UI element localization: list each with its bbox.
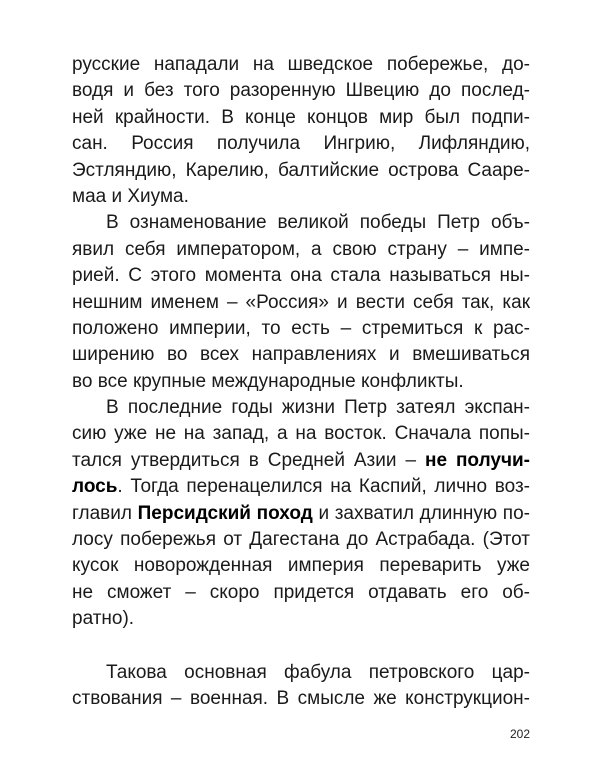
text-line bbox=[72, 501, 530, 527]
text-line: нешним именем – «Россия» и вести себя так, как bbox=[72, 291, 530, 313]
text-run: тался утвердиться в Средней Азии – bbox=[72, 449, 425, 471]
text-line: ширению во всех направлениях и вмешиваться bbox=[72, 344, 530, 366]
page-body bbox=[72, 52, 530, 712]
page-number: 202 bbox=[509, 727, 530, 741]
text-line: сию уже не на запад, а на восток. Сначала попы- bbox=[72, 423, 530, 445]
text-line: кусок новорожденная империя переварить уже bbox=[72, 555, 530, 577]
text-line bbox=[72, 448, 530, 474]
paragraph-gap bbox=[72, 633, 530, 660]
text-line: Такова основная фабула петровского цар- bbox=[106, 661, 530, 683]
paragraph-3 bbox=[72, 395, 530, 633]
text-line bbox=[72, 474, 530, 500]
text-run: и захватил длинную по- bbox=[312, 502, 530, 524]
text-line: ратно). bbox=[72, 608, 135, 630]
text-line: В ознаменование великой победы Петр объ- bbox=[106, 212, 530, 234]
text-line: положено империи, то есть – стремиться к рас- bbox=[72, 317, 530, 339]
text-line: сан. Россия получила Ингрию, Лифляндию, bbox=[72, 133, 530, 155]
text-line: В последние годы жизни Петр затеял экспан- bbox=[106, 397, 530, 419]
text-line: во все крупные международные конфликты. bbox=[72, 370, 464, 392]
text-line: ней крайности. В конце концов мир был подпи- bbox=[72, 106, 530, 128]
bold-phrase: не получи- bbox=[424, 449, 530, 471]
paragraph-2 bbox=[72, 210, 530, 395]
text-line: водя и без того разоренную Швецию до послед- bbox=[72, 80, 530, 102]
text-line: не сможет – скоро придется отдавать его об- bbox=[72, 581, 530, 603]
text-run: главил bbox=[72, 502, 138, 524]
paragraph-4 bbox=[72, 660, 530, 713]
text-line: лосу побережья от Дагестана до Астрабада. (Этот bbox=[72, 529, 530, 551]
text-line: Эстляндию, Карелию, балтийские острова Сааре- bbox=[72, 159, 530, 181]
text-line: явил себя императором, а свою страну – импе- bbox=[72, 238, 530, 260]
text-line: ствования – военная. В смысле же конструкцион- bbox=[72, 687, 530, 709]
paragraph-1 bbox=[72, 52, 530, 210]
bold-phrase: Персидский поход bbox=[137, 502, 313, 524]
text-line: маа и Хиума. bbox=[72, 185, 189, 207]
text-line: рией. С этого момента она стала называться ны- bbox=[72, 265, 530, 287]
text-line: русские нападали на шведское побережье, до- bbox=[72, 54, 530, 75]
bold-phrase: лось bbox=[72, 476, 118, 498]
text-run: . Тогда перенацелился на Каспий, лично воз- bbox=[117, 476, 530, 498]
